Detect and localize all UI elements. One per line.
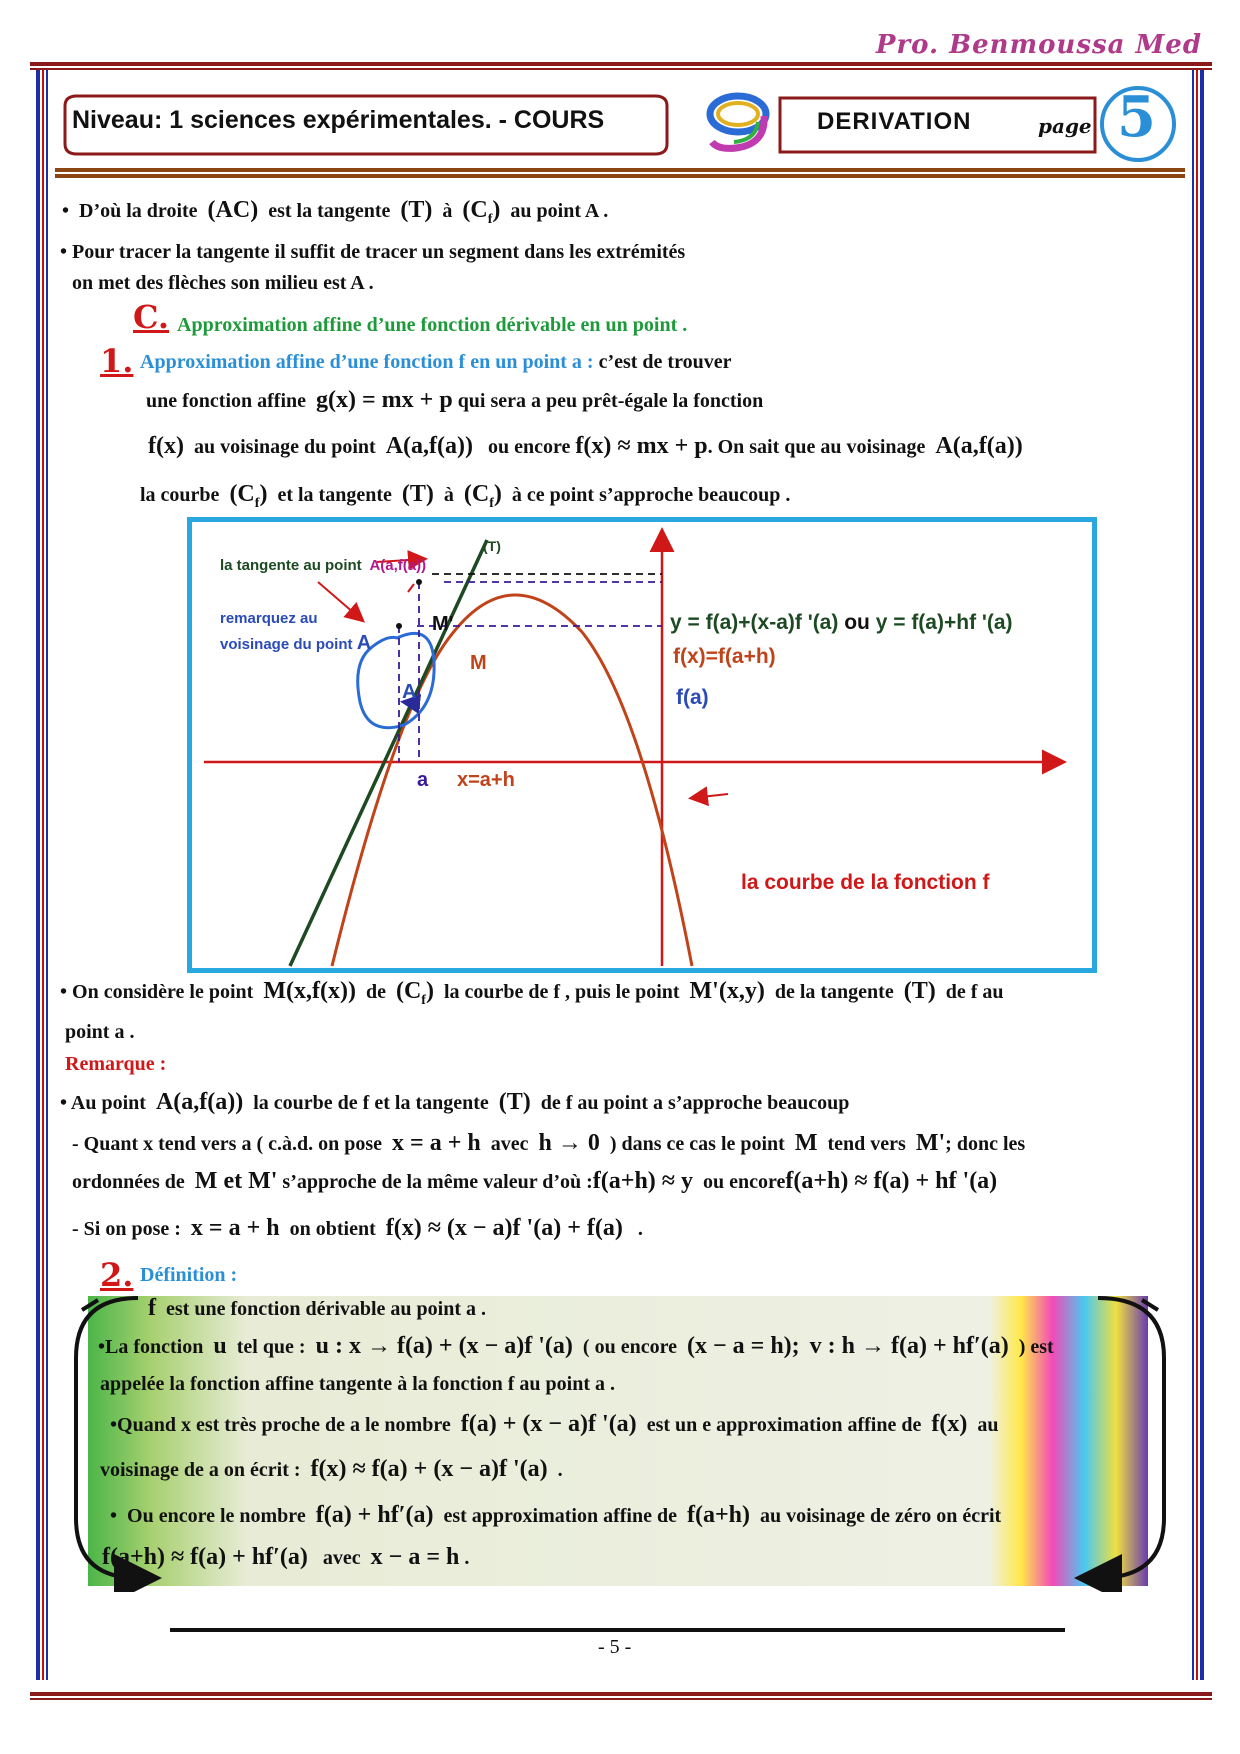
graph-label-Mprime: M' xyxy=(432,613,454,635)
tangent-line xyxy=(290,540,487,966)
header-page-label: page xyxy=(1038,114,1092,138)
part2-number: 2. xyxy=(100,1256,134,1294)
top-thin-rule xyxy=(30,68,1212,70)
part1-number: 1. xyxy=(100,342,134,380)
def-line-1: f est une fonction dérivable au point a . xyxy=(148,1295,487,1321)
part1-line-3: f(x) au voisinage du point A(a,f(a)) ou encore f(x) ≈ mx + p. On sait que au voisinage A(a,f(a)) xyxy=(148,433,1023,459)
page-badge-digit: 5 xyxy=(1117,84,1156,150)
right-border-red xyxy=(1196,70,1198,1680)
graph-label-y: y = f(a)+(x-a)f '(a) ou y = f(a)+hf '(a) xyxy=(670,611,1013,634)
right-border-blue xyxy=(1200,70,1204,1680)
footer-rule xyxy=(170,1628,1065,1632)
def-line-2: •La fonction u tel que : u : x → f(a) + (x − a)f '(a) ( ou encore (x − a = h); v : h → f(a) + hf′(a) ) est xyxy=(98,1333,1054,1359)
part1-line-2: une fonction affine g(x) = mx + p qui sera a peu prêt-égale la fonction xyxy=(146,387,764,413)
def-line-5: voisinage de a on écrit : f(x) ≈ f(a) + (x − a)f '(a) . xyxy=(100,1456,563,1482)
consider-line-2: point a . xyxy=(65,1021,135,1043)
header-chapter: DERIVATION xyxy=(817,108,972,135)
graph-label-curve: la courbe de la fonction f xyxy=(741,871,990,894)
right-border-blue-inner xyxy=(1192,70,1194,1680)
nine-logo-icon xyxy=(700,90,780,156)
graph-label-x: x=a+h xyxy=(457,769,515,791)
intro-line-2: • Pour tracer la tangente il suffit de tracer un segment dans les extrémités xyxy=(60,241,686,263)
remark-line-4: - Si on pose : x = a + h on obtient f(x) ≈ (x − a)f '(a) + f(a) . xyxy=(72,1215,643,1241)
graph-label-a: a xyxy=(417,769,429,791)
graph-label-tangent: la tangente au point A(a,f(a)) xyxy=(220,557,427,574)
intro-line-1: • D’où la droite (AC) est la tangente (T) à $(C_f)$ au point A . xyxy=(62,197,609,227)
header-under-rule-2 xyxy=(55,174,1185,178)
left-border-blue-inner xyxy=(46,70,48,1680)
header-level: Niveau: 1 sciences expérimentales. - COURS xyxy=(72,106,605,134)
remark-line-3: ordonnées de M et M' s’approche de la même valeur d’où :f(a+h) ≈ y ou encoref(a+h) ≈ f(a) + hf '(a) xyxy=(72,1168,998,1194)
bottom-rule-thin xyxy=(30,1698,1212,1700)
def-line-4: •Quand x est très proche de a le nombre f(a) + (x − a)f '(a) est un e approximation affine de f(x) au xyxy=(110,1411,999,1437)
left-border-red xyxy=(42,70,44,1680)
graph-label-T: (T) xyxy=(483,538,501,554)
top-double-rule xyxy=(30,62,1212,66)
graph-label-fx: f(x)=f(a+h) xyxy=(673,645,776,668)
consider-line-1: • On considère le point M(x,f(x)) de $(C_f)$ la courbe de f , puis le point M'(x,y) de la tangente (T) de f au xyxy=(60,978,1004,1008)
def-line-6: • Ou encore le nombre f(a) + hf′(a) est approximation affine de f(a+h) au voisinage de zéro on écrit xyxy=(110,1502,1002,1528)
point-M xyxy=(416,579,422,585)
author-signature: Pro. Benmoussa Med xyxy=(875,30,1202,60)
bottom-rule xyxy=(30,1692,1212,1696)
part1-line-1: Approximation affine d’une fonction f en un point a : c’est de trouver xyxy=(140,351,732,373)
page-number: - 5 - xyxy=(598,1636,632,1658)
tangent-graph xyxy=(192,522,1092,968)
graph-label-A: A xyxy=(402,681,417,703)
remark-line-1: • Au point A(a,f(a)) la courbe de f et la tangente (T) de f au point a s’approche beaucoup xyxy=(60,1089,850,1115)
point-A xyxy=(396,623,402,629)
remark-title: Remarque : xyxy=(65,1053,167,1075)
graph-label-M: M xyxy=(470,652,487,674)
header-under-rule xyxy=(55,168,1185,172)
part2-title: Définition : xyxy=(140,1264,238,1286)
section-c-title: Approximation affine d’une fonction dérivable en un point . xyxy=(177,314,688,336)
remark-line-2: - Quant x tend vers a ( c.à.d. on pose x = a + h avec h → 0 ) dans ce cas le point M tend vers M'; donc les xyxy=(72,1130,1026,1156)
def-line-7: f(a+h) ≈ f(a) + hf′(a) avec x − a = h . xyxy=(102,1544,470,1570)
def-line-3: appelée la fonction affine tangente à la fonction f au point a . xyxy=(100,1373,615,1395)
section-c-letter: C. xyxy=(133,298,170,336)
left-border-blue xyxy=(36,70,40,1680)
part1-line-4: la courbe $(C_f)$ et la tangente (T) à $(C_f)$ à ce point s’approche beaucoup . xyxy=(140,481,791,511)
graph-label-fa: f(a) xyxy=(676,686,709,709)
graph-label-remark: remarquez au voisinage du point A xyxy=(220,610,372,654)
intro-line-3: on met des flèches son milieu est A . xyxy=(72,272,374,294)
